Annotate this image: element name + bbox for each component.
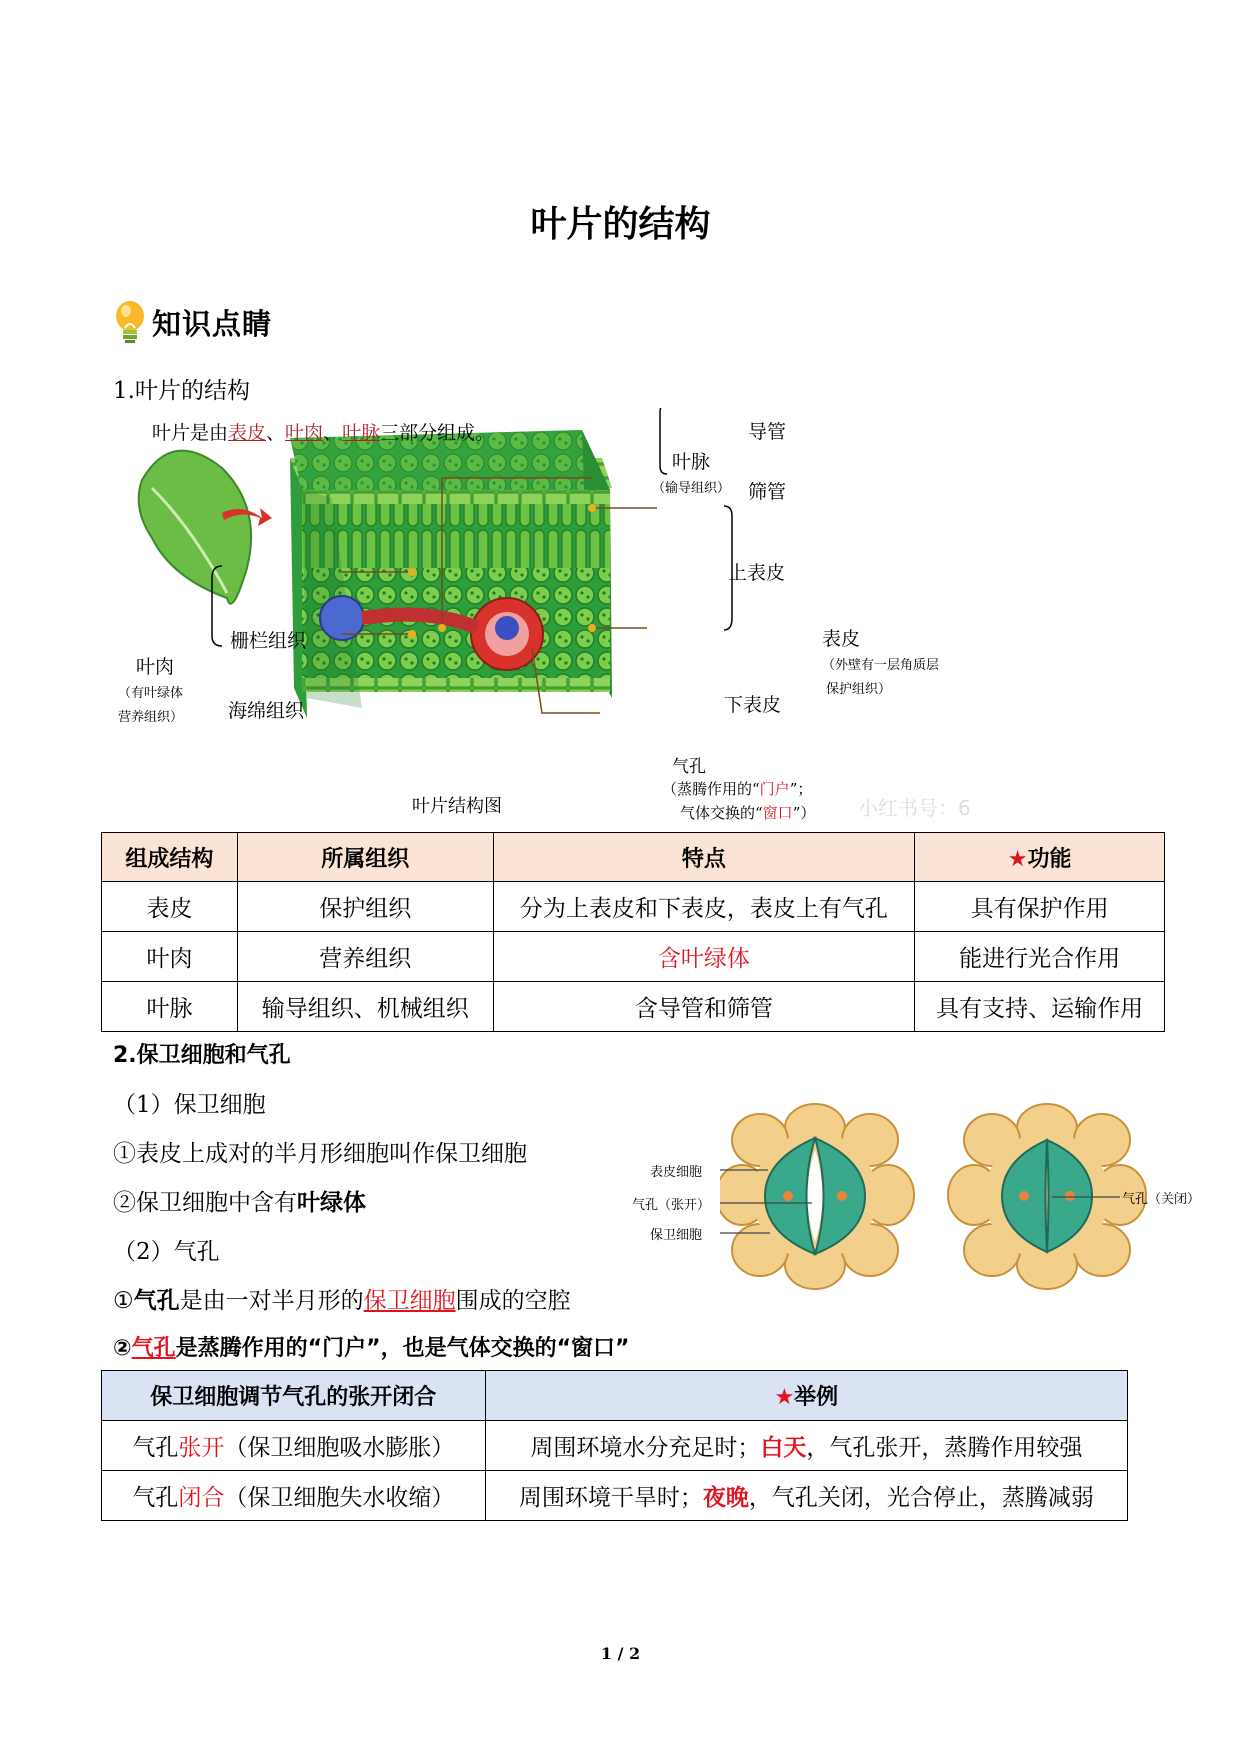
table-cell: 叶脉 xyxy=(102,982,238,1032)
section2-heading: 2.保卫细胞和气孔 xyxy=(113,1043,291,1068)
leaf-icon xyxy=(139,451,251,604)
table-header: 组成结构 xyxy=(102,833,238,882)
section-header-label: 知识点睛 xyxy=(152,306,273,341)
table-cell: 具有支持、运输作用 xyxy=(915,982,1165,1032)
vessel-label: 导管 xyxy=(748,421,787,443)
table-header-row xyxy=(102,833,1165,882)
stoma-line1: ①气孔是由一对半月形的保卫细胞围成的空腔 xyxy=(113,1288,571,1314)
mesophyll-note2: 营养组织） xyxy=(118,710,184,725)
lightbulb-icon xyxy=(112,298,148,346)
guard-cell-table xyxy=(101,1370,1128,1521)
sub-heading-guard-cell: （1）保卫细胞 xyxy=(113,1092,266,1118)
leaf-structure-table xyxy=(101,832,1165,1032)
epidermis-note1: （外壁有一层角质层 xyxy=(822,658,940,673)
table-cell: 能进行光合作用 xyxy=(915,932,1165,982)
section1-heading: 1.叶片的结构 xyxy=(113,378,250,404)
epidermis-label: 表皮 xyxy=(822,628,861,650)
table-cell: 分为上表皮和下表皮，表皮上有气孔 xyxy=(493,882,915,932)
table-cell: 保护组织 xyxy=(237,882,493,932)
stoma-diagram xyxy=(720,1100,1160,1300)
spongy-label: 海绵组织 xyxy=(228,700,305,722)
table-cell: 营养组织 xyxy=(237,932,493,982)
table-cell: 气孔闭合（保卫细胞失水收缩） xyxy=(102,1471,486,1521)
vein-label: 叶脉 xyxy=(672,451,711,473)
stoma-note1: （蒸腾作用的“门户”； xyxy=(662,780,813,798)
table-cell: 输导组织、机械组织 xyxy=(237,982,493,1032)
table-cell: 气孔张开（保卫细胞吸水膨胀） xyxy=(102,1421,486,1471)
table-cell: 含叶绿体 xyxy=(493,932,915,982)
table-cell: 周围环境水分充足时；白天，气孔张开，蒸腾作用较强 xyxy=(485,1421,1127,1471)
table-cell: 含导管和筛管 xyxy=(493,982,915,1032)
mesophyll-label: 叶肉 xyxy=(136,656,175,678)
mesophyll-note1: （有叶绿体 xyxy=(118,686,184,701)
table-row xyxy=(102,982,1165,1032)
star-icon: ★ xyxy=(1007,846,1028,872)
upper-epidermis-label: 上表皮 xyxy=(728,562,786,584)
sub-heading-stoma: （2）气孔 xyxy=(113,1239,220,1265)
vein-note: （输导组织） xyxy=(652,481,731,496)
table-header: 所属组织 xyxy=(237,833,493,882)
stoma-open-label: 气孔（张开） xyxy=(632,1198,711,1213)
table-cell: 具有保护作用 xyxy=(915,882,1165,932)
stoma-label: 气孔 xyxy=(672,757,706,777)
table-row xyxy=(102,1471,1128,1521)
stoma-note2: 气体交换的“窗口”） xyxy=(680,804,816,822)
guard-cell-line1: ①表皮上成对的半月形细胞叫作保卫细胞 xyxy=(113,1141,527,1167)
table-row xyxy=(102,932,1165,982)
table-header-row xyxy=(102,1371,1128,1421)
table-header: ★功能 xyxy=(915,833,1165,882)
table-header: ★举例 xyxy=(485,1371,1127,1421)
table-cell: 表皮 xyxy=(102,882,238,932)
guard-cell-label: 保卫细胞 xyxy=(650,1228,703,1243)
guard-cell-line2: ②保卫细胞中含有叶绿体 xyxy=(113,1190,366,1216)
lower-epidermis-label: 下表皮 xyxy=(724,694,782,716)
stoma-open-illustration xyxy=(720,1104,914,1289)
table-row xyxy=(102,882,1165,932)
page-number: 1 / 2 xyxy=(600,1644,641,1663)
table-cell: 叶肉 xyxy=(102,932,238,982)
diagram-caption: 叶片结构图 xyxy=(412,796,502,817)
table-row xyxy=(102,1421,1128,1471)
sieve-label: 筛管 xyxy=(748,481,787,503)
page-title: 叶片的结构 xyxy=(530,204,711,245)
table-header: 特点 xyxy=(493,833,915,882)
table-cell: 周围环境干旱时；夜晚，气孔关闭，光合停止，蒸腾减弱 xyxy=(485,1471,1127,1521)
stoma-line2: ②气孔是蒸腾作用的“门户”，也是气体交换的“窗口” xyxy=(113,1336,630,1361)
palisade-label: 栅栏组织 xyxy=(230,630,307,652)
table-header: 保卫细胞调节气孔的张开闭合 xyxy=(102,1371,486,1421)
stoma-closed-label: 气孔（关闭） xyxy=(1122,1192,1201,1207)
leaf-structure-diagram xyxy=(112,408,992,828)
epidermis-note2: 保护组织） xyxy=(826,682,892,697)
star-icon: ★ xyxy=(774,1385,795,1410)
section-header xyxy=(112,298,272,346)
epidermal-cell-label: 表皮细胞 xyxy=(650,1165,703,1180)
diagram-intro: 叶片是由表皮、叶肉、叶脉三部分组成。 xyxy=(152,422,495,444)
watermark: 小红书号：6 xyxy=(858,796,971,820)
